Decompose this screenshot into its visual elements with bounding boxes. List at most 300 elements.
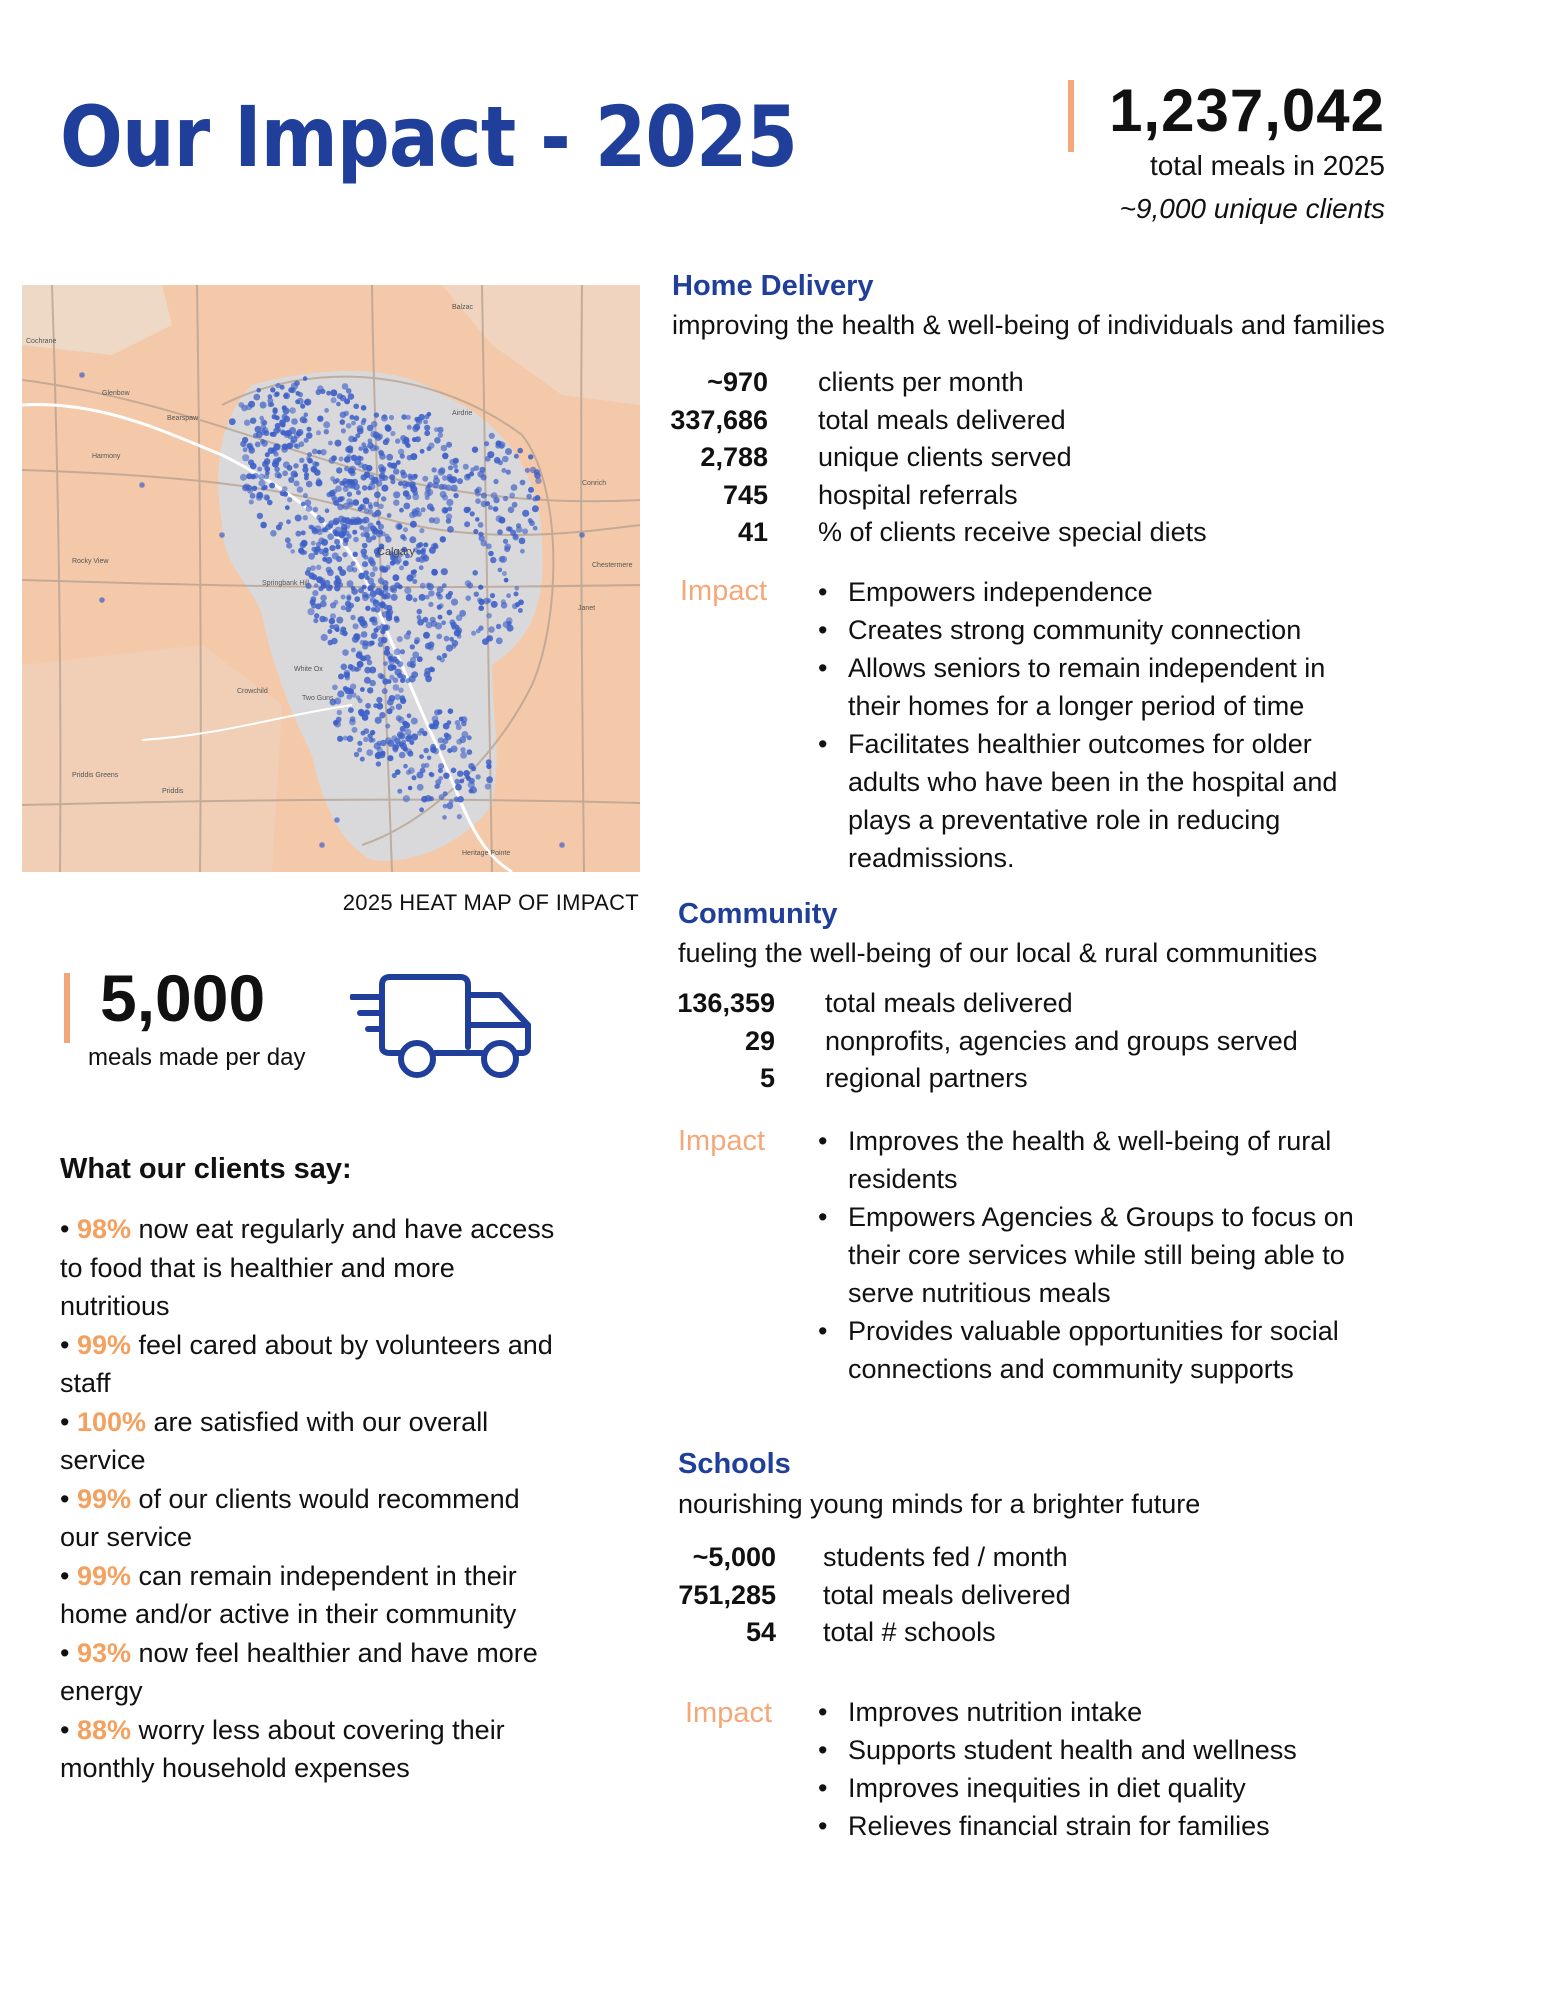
stat-label: total meals delivered	[823, 1579, 1071, 1610]
map-dot	[411, 733, 418, 740]
map-dot	[385, 724, 390, 729]
map-dot	[397, 636, 403, 642]
map-dot	[422, 731, 427, 736]
map-dot	[343, 686, 348, 691]
impact-item: • Improves the health & well-being of rural residents	[810, 1122, 1370, 1198]
map-dot	[490, 557, 496, 563]
quote-text: are satisfied with our overall service	[60, 1406, 489, 1475]
map-dot	[370, 590, 377, 597]
map-dot	[424, 763, 429, 768]
quote-text: of our clients would recommend our service	[60, 1483, 520, 1552]
total-meals-label: total meals in 2025	[1149, 150, 1385, 181]
map-label-bearspaw: Bearspaw	[167, 415, 199, 422]
home-delivery-subtitle: improving the health & well-being of individuals and families	[672, 310, 1385, 340]
stat-value: ~970	[707, 367, 768, 397]
map-dot	[361, 731, 366, 736]
map-dot	[430, 746, 437, 753]
map-dot	[350, 716, 356, 722]
map-dot	[460, 752, 467, 759]
stat-label: regional partners	[825, 1063, 1028, 1094]
map-dot	[438, 615, 443, 620]
map-dot	[443, 804, 448, 809]
stat-row	[0, 513, 1545, 551]
map-dot	[372, 620, 378, 626]
map-label-janet: Janet	[578, 605, 596, 612]
map-dot	[403, 764, 408, 769]
map-dot	[409, 740, 414, 745]
map-dot	[312, 590, 318, 596]
map-dot	[437, 605, 442, 610]
map-dot	[457, 771, 463, 777]
map-dot	[476, 629, 481, 634]
map-dot	[388, 656, 393, 661]
map-dot	[365, 594, 370, 599]
map-dot	[417, 784, 424, 791]
map-label-balzac: Balzac	[452, 304, 474, 311]
map-dot	[428, 602, 433, 607]
map-dot	[461, 721, 467, 727]
map-dot	[443, 723, 450, 730]
map-dot	[397, 789, 402, 794]
map-dot	[421, 796, 428, 803]
map-dot	[354, 667, 359, 672]
stat-label: unique clients served	[818, 442, 1072, 473]
map-dot	[401, 675, 406, 680]
map-dot	[347, 580, 354, 587]
map-dot	[354, 752, 359, 757]
map-dot	[451, 599, 458, 606]
map-dot	[441, 568, 448, 575]
home-delivery-impact-label: Impact	[680, 575, 768, 607]
stat-row	[0, 1538, 1545, 1576]
map-dot	[363, 555, 368, 560]
map-dot	[382, 580, 389, 587]
map-dot	[403, 560, 409, 566]
map-dot	[485, 783, 491, 789]
map-dot	[374, 606, 380, 612]
map-dot	[333, 624, 339, 630]
map-dot	[345, 606, 351, 612]
map-dot	[404, 729, 411, 736]
stat-row	[0, 1613, 1545, 1651]
map-dot	[319, 842, 325, 848]
map-dot	[399, 565, 404, 570]
map-dot	[442, 815, 447, 820]
map-dot	[341, 664, 348, 671]
page-title: Our Impact - 2025	[60, 88, 798, 186]
map-dot	[385, 737, 392, 744]
map-dot	[378, 637, 384, 643]
home-delivery-impact-list	[810, 573, 1370, 877]
stat-row	[0, 1059, 1545, 1097]
map-dot	[360, 757, 365, 762]
map-dot	[425, 675, 432, 682]
map-dot	[428, 641, 434, 647]
stat-label: % of clients receive special diets	[818, 517, 1207, 548]
schools-heading: Schools	[678, 1448, 791, 1480]
map-dot	[307, 608, 314, 615]
map-dot	[518, 608, 523, 613]
map-dot	[423, 748, 429, 754]
map-dot	[386, 615, 392, 621]
map-dot	[424, 668, 431, 675]
map-dot	[451, 768, 457, 774]
quote-text: now feel healthier and have more energy	[60, 1637, 538, 1706]
map-dot	[332, 685, 338, 691]
map-dot	[498, 568, 503, 573]
map-dot	[342, 631, 348, 637]
map-dot	[417, 731, 422, 736]
client-quote-item	[60, 1711, 560, 1788]
map-label-cochrane: Cochrane	[26, 338, 57, 345]
map-dot	[411, 671, 418, 678]
map-dot	[326, 585, 333, 592]
map-dot	[326, 567, 332, 573]
map-dot	[398, 688, 403, 693]
map-dot	[447, 610, 453, 616]
stat-label: total # schools	[823, 1617, 996, 1648]
map-dot	[451, 622, 457, 628]
map-dot	[384, 592, 391, 599]
map-dot	[337, 736, 343, 742]
map-dot	[362, 561, 368, 567]
map-dot	[393, 574, 400, 581]
map-dot	[445, 734, 451, 740]
map-dot	[559, 842, 565, 848]
map-dot	[455, 784, 462, 791]
map-dot	[336, 617, 343, 624]
map-label-airdrie: Airdrie	[452, 410, 473, 417]
community-impact-list	[810, 1122, 1370, 1388]
map-dot	[438, 737, 444, 743]
map-dot	[501, 599, 506, 604]
map-dot	[396, 704, 402, 710]
stat-value: 41	[737, 517, 768, 548]
map-dot	[390, 706, 395, 711]
map-dot	[465, 595, 471, 601]
map-dot	[334, 721, 341, 728]
map-dot	[512, 603, 518, 609]
map-dot	[446, 802, 453, 809]
stat-value: 751,285	[678, 1579, 776, 1610]
map-dot	[427, 756, 432, 761]
map-dot	[362, 714, 369, 721]
map-dot	[506, 593, 511, 598]
map-dot	[376, 761, 381, 766]
map-dot	[334, 817, 340, 823]
map-dot	[406, 630, 411, 635]
stat-label: hospital referrals	[818, 479, 1018, 510]
map-dot	[403, 795, 410, 802]
map-dot	[358, 698, 363, 703]
map-dot	[459, 610, 466, 617]
map-dot	[347, 694, 353, 700]
impact-item: • Provides valuable opportunities for social connections and community supports	[810, 1312, 1370, 1388]
map-dot	[471, 631, 476, 636]
map-dot	[461, 731, 468, 738]
stat-label: total meals delivered	[818, 404, 1066, 435]
client-quote-item	[60, 1403, 560, 1480]
map-label-priddis-greens: Priddis Greens	[72, 772, 119, 779]
map-dot	[395, 669, 402, 676]
map-dot	[475, 774, 480, 779]
map-dot	[414, 640, 419, 645]
map-dot	[399, 752, 406, 759]
schools-subtitle: nourishing young minds for a brighter future	[678, 1489, 1201, 1519]
headline-accent-bar	[1068, 80, 1074, 152]
bullet-icon: •	[60, 1560, 77, 1591]
map-dot	[488, 551, 494, 557]
stat-row	[0, 476, 1545, 514]
map-dot	[411, 570, 416, 575]
quote-text: can remain independent in their home and/or active in their community	[60, 1560, 517, 1629]
map-dot	[486, 776, 493, 783]
map-dot	[398, 584, 403, 589]
map-dot	[451, 746, 458, 753]
total-meals-value: 1,237,042	[1109, 77, 1385, 144]
stat-value: 54	[745, 1617, 776, 1648]
schools-impact-list	[810, 1693, 1370, 1845]
bullet-icon: •	[60, 1714, 77, 1745]
map-dot	[496, 637, 503, 644]
map-dot	[490, 593, 495, 598]
map-label-chestermere: Chestermere	[592, 562, 633, 569]
bullet-icon: •	[60, 1214, 77, 1244]
clients-heading: What our clients say:	[60, 1153, 352, 1185]
stat-value: 337,686	[670, 404, 768, 435]
map-dot	[428, 590, 434, 596]
map-dot	[387, 755, 393, 761]
map-dot	[467, 749, 473, 755]
map-dot	[515, 586, 520, 591]
map-dot	[486, 613, 492, 619]
bullet-icon: •	[60, 1329, 77, 1360]
map-dot	[499, 556, 505, 562]
stat-row	[0, 438, 1545, 476]
map-dot	[351, 648, 356, 653]
home-delivery-heading: Home Delivery	[672, 270, 874, 302]
map-dot	[417, 609, 423, 615]
map-dot	[376, 703, 383, 710]
map-dot	[420, 583, 426, 589]
map-dot	[412, 775, 417, 780]
map-dot	[337, 690, 344, 697]
map-dot	[419, 565, 424, 570]
impact-item: • Improves inequities in diet quality	[810, 1769, 1370, 1807]
map-dot	[507, 621, 512, 626]
map-dot	[363, 737, 368, 742]
map-label-springbank-hill: Springbank Hill	[262, 580, 310, 587]
map-dot	[348, 707, 354, 713]
map-dot	[341, 605, 346, 610]
unique-clients-label: ~9,000 unique clients	[1119, 193, 1385, 224]
map-dot	[372, 566, 378, 572]
map-dot	[394, 617, 400, 623]
stat-label: students fed / month	[823, 1542, 1068, 1572]
map-dot	[478, 585, 483, 590]
map-dot	[314, 613, 319, 618]
map-dot	[504, 578, 509, 583]
map-dot	[319, 616, 326, 623]
map-dot	[387, 699, 394, 706]
map-dot	[394, 648, 401, 655]
impact-item: • Facilitates healthier outcomes for older adults who have been in the hospital and plays a preventative role in reducing readmissions.	[810, 725, 1370, 877]
map-dot	[350, 615, 355, 620]
map-dot	[417, 619, 424, 626]
stat-label: nonprofits, agencies and groups served	[825, 1025, 1298, 1056]
map-dot	[364, 677, 371, 684]
map-dot	[397, 661, 403, 667]
map-dot	[429, 796, 434, 801]
map-dot	[444, 636, 450, 642]
map-dot	[405, 678, 410, 683]
map-dot	[342, 649, 349, 656]
map-dot	[342, 552, 347, 557]
map-dot	[413, 598, 418, 603]
map-dot	[357, 741, 362, 746]
map-dot	[397, 741, 403, 747]
map-dot	[370, 572, 376, 578]
map-dot	[384, 649, 390, 655]
map-dot	[454, 629, 461, 636]
map-dot	[308, 553, 315, 560]
impact-item: • Empowers Agencies & Groups to focus on their core services while still being able to serve nutritious meals	[810, 1198, 1370, 1312]
map-dot	[417, 656, 423, 662]
map-dot	[448, 591, 453, 596]
map-dot	[459, 717, 464, 722]
map-dot	[436, 634, 442, 640]
map-dot	[338, 674, 344, 680]
map-dot	[353, 552, 358, 557]
map-label-glenbow: Glenbow	[102, 390, 130, 397]
map-dot	[440, 744, 447, 751]
map-dot	[362, 620, 367, 625]
map-dot	[366, 749, 373, 756]
daily-meals-label: meals made per day	[88, 1044, 306, 1071]
map-dot	[502, 571, 507, 576]
map-dot	[382, 567, 388, 573]
map-dot	[339, 569, 346, 576]
map-dot	[456, 739, 462, 745]
map-dot	[486, 759, 492, 765]
map-dot	[341, 595, 346, 600]
map-dot	[337, 710, 342, 715]
map-dot	[389, 675, 394, 680]
stat-label: clients per month	[818, 367, 1024, 397]
map-dot	[486, 636, 491, 641]
map-dot	[404, 587, 411, 594]
map-dot	[463, 770, 470, 777]
map-label-calgary: Calgary	[377, 546, 415, 558]
map-dot	[419, 594, 426, 601]
map-dot	[379, 592, 384, 597]
map-dot	[460, 747, 465, 752]
map-dot	[478, 599, 484, 605]
map-dot	[357, 661, 364, 668]
bullet-icon: •	[60, 1637, 77, 1668]
map-dot	[416, 557, 421, 562]
map-dot	[491, 601, 498, 608]
map-dot	[330, 613, 336, 619]
map-dot	[400, 698, 406, 704]
stat-row	[0, 1576, 1545, 1614]
map-dot	[459, 779, 464, 784]
map-dot	[419, 754, 424, 759]
map-dot	[314, 583, 319, 588]
map-dot	[406, 748, 412, 754]
map-dot	[391, 665, 397, 671]
map-dot	[377, 747, 383, 753]
map-dot	[367, 733, 372, 738]
map-dot	[328, 640, 334, 646]
map-dot	[437, 709, 442, 714]
map-dot	[411, 718, 418, 725]
map-dot	[358, 573, 365, 580]
impact-item: • Supports student health and wellness	[810, 1731, 1370, 1769]
map-dot	[454, 779, 459, 784]
client-quote-item	[60, 1326, 560, 1403]
map-dot	[400, 649, 405, 654]
impact-item: • Allows seniors to remain independent in their homes for a longer period of time	[810, 649, 1370, 725]
map-dot	[449, 637, 454, 642]
map-dot	[442, 653, 447, 658]
map-dot	[354, 596, 360, 602]
map-dot	[335, 578, 342, 585]
map-dot	[410, 661, 417, 668]
map-dot	[410, 644, 415, 649]
map-dot	[408, 786, 413, 791]
map-dot	[395, 769, 401, 775]
impact-item: • Creates strong community connection	[810, 611, 1370, 649]
map-dot	[454, 797, 460, 803]
map-label-conrich: Conrich	[582, 480, 607, 487]
map-label-heritage-pointe: Heritage Pointe	[462, 850, 511, 857]
map-dot	[399, 733, 406, 740]
map-dot	[474, 592, 479, 597]
map-dot	[383, 661, 388, 666]
map-dot	[423, 555, 430, 562]
map-dot	[365, 703, 371, 709]
map-dot	[364, 667, 371, 674]
map-dot	[344, 670, 350, 676]
map-dot	[457, 814, 462, 819]
map-dot	[322, 557, 327, 562]
map-dot	[378, 673, 384, 679]
map-dot	[362, 643, 368, 649]
map-dot	[448, 708, 454, 714]
stat-row	[0, 1022, 1545, 1060]
map-dot	[346, 596, 351, 601]
stat-value: 5	[759, 1063, 775, 1094]
stat-row	[0, 363, 1545, 401]
map-dot	[426, 583, 431, 588]
quote-text: feel cared about by volunteers and staff	[60, 1329, 553, 1398]
impact-item: • Empowers independence	[810, 573, 1370, 611]
daily-meals-value: 5,000	[100, 961, 266, 1035]
map-dot	[514, 592, 519, 597]
map-dot	[430, 667, 435, 672]
impact-item: • Relieves financial strain for families	[810, 1807, 1370, 1845]
map-dot	[370, 597, 376, 603]
map-dot	[310, 599, 316, 605]
map-dot	[364, 709, 369, 714]
quote-percent: 99%	[76, 1329, 132, 1360]
map-dot	[406, 770, 411, 775]
map-label-harmony: Harmony	[92, 453, 121, 460]
map-dot	[382, 678, 388, 684]
map-dot	[391, 594, 398, 601]
quote-percent: 93%	[76, 1637, 132, 1668]
